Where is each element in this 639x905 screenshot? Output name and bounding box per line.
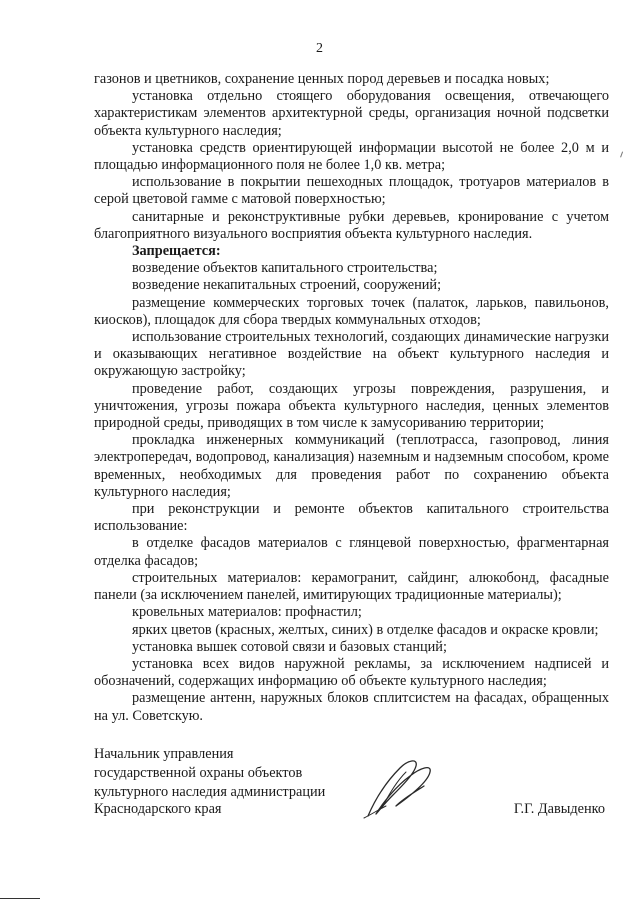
margin-mark (620, 151, 626, 158)
document-body (94, 71, 609, 725)
signatory-title-line: государственной охраны объектов (94, 765, 303, 781)
prohibited-item: использование строительных технологий, создающих динамические нагрузки и оказывающих негативное воздействие на объект культурного наследия и окружающую застройку; (94, 329, 609, 380)
signatory-title-line: Краснодарского края (94, 801, 222, 817)
prohibited-item: размещение коммерческих торговых точек (палаток, ларьков, павильонов, киосков), площадок для сбора твердых коммунальных отходов; (94, 294, 609, 328)
prohibited-item: установка вышек сотовой связи и базовых станций; (132, 638, 447, 655)
signatory-title-line: Начальник управления (94, 746, 234, 762)
footer-rule (0, 898, 40, 899)
signatory-name: Г.Г. Давыденко (513, 801, 605, 817)
prohibited-item: кровельных материалов: профнастил; (132, 604, 362, 621)
paragraph: газонов и цветников, сохранение ценных пород деревьев и посадка новых; (94, 71, 550, 87)
prohibited-item: строительных материалов: керамогранит, сайдинг, алюкобонд, фасадные панели (за исключением панелей, имитирующих традиционные материалы); (94, 569, 609, 604)
paragraph: установка отдельно стоящего оборудования освещения, отвечающего характеристикам элементов архитектурной среды, организация ночной подсветки объекта культурного наследия; (94, 88, 609, 139)
prohibited-item: прокладка инженерных коммуникаций (теплотрасса, газопровод, линия электропередач, водопровод, канализация) наземным и надземным способом, кроме временных, необходимых для проведения работ по сохранению объекта культурного наследия; (94, 432, 609, 500)
handwritten-signature (362, 756, 442, 822)
prohibited-item: возведение некапитальных строений, сооружений; (132, 277, 442, 294)
page-number: 2 (316, 41, 323, 56)
prohibited-heading: Запрещается: (132, 243, 221, 260)
paragraph: использование в покрытии пешеходных площадок, тротуаров материалов в серой цветовой гамме с матовой поверхностью; (94, 174, 609, 208)
signature-block (94, 746, 609, 826)
paragraph: санитарные и реконструктивные рубки деревьев, кронирование с учетом благоприятного визуального восприятия объекта культурного наследия. (94, 208, 609, 242)
prohibited-item: возведение объектов капитального строительства; (132, 260, 438, 277)
signatory-title-line: культурного наследия администрации (94, 784, 326, 800)
paragraph: установка средств ориентирующей информации высотой не более 2,0 м и площадью информационного поля не более 1,0 кв. метра; (94, 139, 609, 174)
prohibited-item: установка всех видов наружной рекламы, за исключением надписей и обозначений, содержащих информацию об объекте культурного наследия; (94, 655, 609, 690)
prohibited-item: ярких цветов (красных, желтых, синих) в отделке фасадов и окраске кровли; (132, 621, 599, 638)
prohibited-item: в отделке фасадов материалов с глянцевой поверхностью, фрагментарная отделка фасадов; (94, 535, 609, 569)
prohibited-item: проведение работ, создающих угрозы повреждения, разрушения, и уничтожения, угрозы пожара объекта культурного наследия, ценных элементов природной среды, приводящих в том числе к замусориванию территории; (94, 380, 609, 432)
prohibited-item: размещение антенн, наружных блоков сплитсистем на фасадах, обращенных на ул. Советскую. (94, 690, 609, 724)
prohibited-item: при реконструкции и ремонте объектов капитального строительства использование: (94, 501, 609, 535)
